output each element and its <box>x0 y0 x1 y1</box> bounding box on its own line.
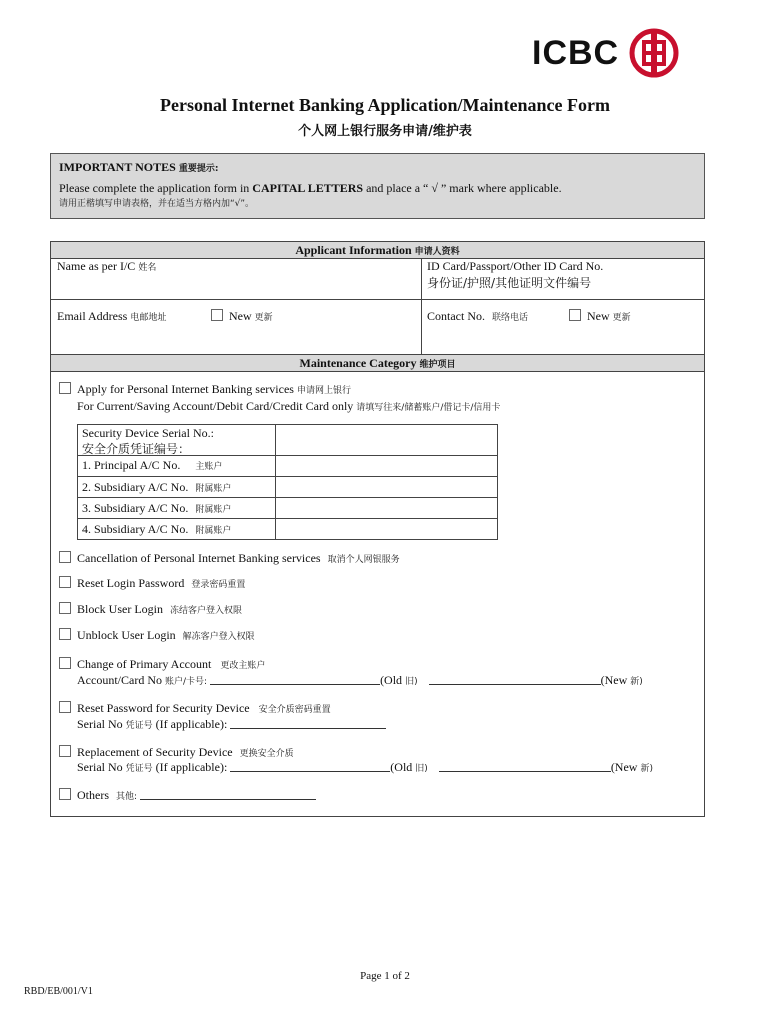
name-field-label: Name as per I/C 姓名 <box>57 259 157 273</box>
notes-line-1: Please complete the application form in CAPITAL LETTERS and place a “ √ ” mark where applicable. <box>59 181 562 195</box>
id-field-label-cn: 身份证/护照/其他证明文件编号 <box>427 276 592 290</box>
cancel-checkbox[interactable] <box>59 551 71 563</box>
device-serial-input[interactable] <box>276 425 497 455</box>
change-primary-checkbox[interactable] <box>59 657 71 669</box>
logo-text: ICBC <box>532 33 620 72</box>
applicant-info-header: Applicant Information 申请人资料 <box>51 242 704 259</box>
table-row: 4. Subsidiary A/C No. 附属账户 <box>78 518 497 540</box>
subsidiary-account-input-1[interactable] <box>276 477 497 497</box>
change-primary-option[interactable]: Change of Primary Account 更改主账户 <box>59 657 265 672</box>
reset-device-serial-input[interactable] <box>230 717 386 729</box>
email-new-option[interactable]: New 更新 <box>211 309 273 324</box>
table-row: 2. Subsidiary A/C No. 附属账户 <box>78 476 497 498</box>
reset-device-option[interactable]: Reset Password for Security Device 安全介质密码重置 <box>59 701 331 716</box>
contact-new-checkbox[interactable] <box>569 309 581 321</box>
icbc-emblem-icon <box>629 28 679 78</box>
device-serial-label-cn: 安全介质凭证编号： <box>82 442 191 456</box>
subsidiary-account-input-3[interactable] <box>276 519 497 539</box>
important-notes-box <box>50 153 705 219</box>
contact-new-option[interactable]: New 更新 <box>569 309 631 324</box>
replace-device-option[interactable]: Replacement of Security Device 更换安全介质 <box>59 745 294 760</box>
page-number: Page 1 of 2 <box>360 970 410 982</box>
page-title: Personal Internet Banking Application/Maintenance Form <box>160 95 610 115</box>
replace-device-checkbox[interactable] <box>59 745 71 757</box>
apply-checkbox[interactable] <box>59 382 71 394</box>
account-table <box>77 424 498 540</box>
unblock-login-checkbox[interactable] <box>59 628 71 640</box>
page-subtitle: 个人网上银行服务申请/维护表 <box>298 124 472 139</box>
new-account-input[interactable] <box>429 673 601 685</box>
apply-option[interactable]: Apply for Personal Internet Banking services 申请网上银行 <box>59 382 351 397</box>
application-form <box>50 241 705 817</box>
block-login-checkbox[interactable] <box>59 602 71 614</box>
unblock-login-option[interactable]: Unblock User Login 解冻客户登入权限 <box>59 628 255 643</box>
email-field-label: Email Address 电邮地址 <box>57 309 167 323</box>
form-reference: RBD/EB/001/V1 <box>24 986 93 997</box>
others-checkbox[interactable] <box>59 788 71 800</box>
old-serial-input[interactable] <box>230 760 390 772</box>
notes-heading: IMPORTANT NOTES 重要提示: <box>59 160 219 174</box>
subsidiary-account-input-2[interactable] <box>276 498 497 518</box>
table-row: 1. Principal A/C No. 主账户 <box>78 455 497 477</box>
principal-account-input[interactable] <box>276 456 497 476</box>
replace-device-fields: Serial No 凭证号 (If applicable): (Old 旧) (New 新) <box>77 760 653 774</box>
cancel-option[interactable]: Cancellation of Personal Internet Banking services 取消个人网银服务 <box>59 551 400 566</box>
reset-device-fields: Serial No 凭证号 (If applicable): <box>77 717 386 732</box>
old-account-input[interactable] <box>210 673 380 685</box>
reset-device-checkbox[interactable] <box>59 701 71 713</box>
reset-password-checkbox[interactable] <box>59 576 71 588</box>
name-input[interactable] <box>57 272 417 296</box>
apply-note: For Current/Saving Account/Debit Card/Credit Card only 请填写往来/储蓄账户/借记卡/信用卡 <box>77 399 501 413</box>
maintenance-category-header: Maintenance Category 维护项目 <box>51 354 704 372</box>
others-option[interactable]: Others 其他: <box>59 788 316 803</box>
table-row: 3. Subsidiary A/C No. 附属账户 <box>78 497 497 519</box>
contact-field-label: Contact No. 联络电话 <box>427 309 529 323</box>
email-new-checkbox[interactable] <box>211 309 223 321</box>
reset-password-option[interactable]: Reset Login Password 登录密码重置 <box>59 576 245 591</box>
new-serial-input[interactable] <box>439 760 611 772</box>
device-serial-label: Security Device Serial No.: <box>82 426 214 440</box>
icbc-logo <box>532 28 679 78</box>
others-input[interactable] <box>140 788 316 800</box>
id-field-label: ID Card/Passport/Other ID Card No. <box>427 259 604 273</box>
change-primary-fields: Account/Card No 账户/卡号: (Old 旧) (New 新) <box>77 673 643 687</box>
block-login-option[interactable]: Block User Login 冻结客户登入权限 <box>59 602 242 617</box>
notes-line-2: 请用正楷填写申请表格，并在适当方格内加“√”。 <box>59 199 255 209</box>
